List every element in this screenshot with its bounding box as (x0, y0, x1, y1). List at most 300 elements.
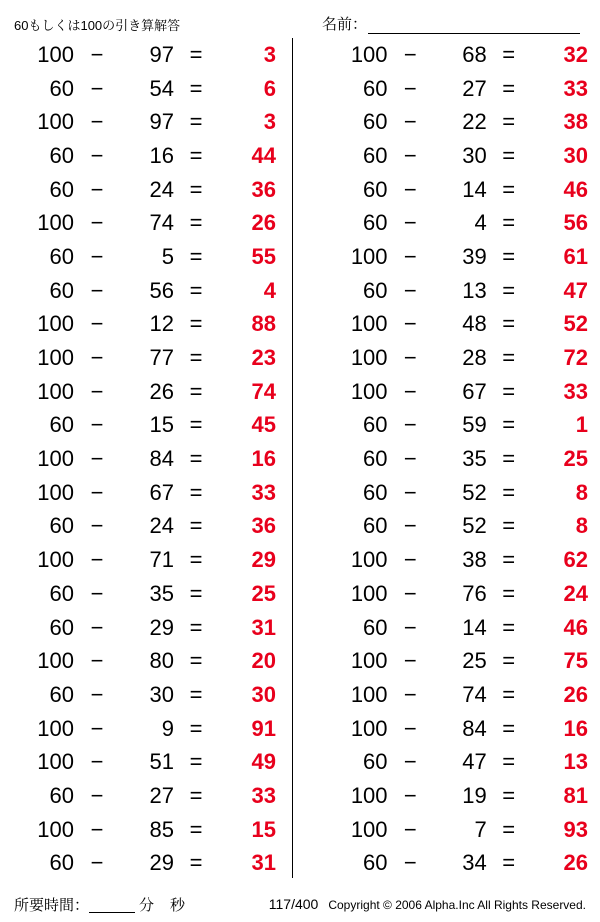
operand-a: 60 (363, 614, 388, 640)
problem-row (12, 678, 286, 712)
problem-row (326, 745, 588, 779)
operand-a: 60 (49, 513, 74, 539)
problem-column-right (300, 34, 594, 886)
operand-a: 100 (350, 547, 388, 573)
operator-symbol: − (403, 715, 417, 741)
operator-symbol: − (90, 41, 104, 67)
operand-a: 60 (363, 513, 388, 539)
operator-symbol: − (90, 547, 104, 573)
operand-b: 7 (474, 816, 487, 842)
answer-value: 15 (251, 816, 276, 842)
equals-symbol: = (502, 648, 516, 674)
operator-symbol: − (403, 850, 417, 876)
operand-a: 100 (37, 311, 74, 337)
operand-b: 19 (462, 782, 487, 808)
operand-b: 56 (149, 277, 174, 303)
operand-a: 100 (37, 345, 74, 371)
answer-value: 31 (251, 614, 276, 640)
problem-row (12, 847, 286, 881)
problem-row (326, 139, 588, 173)
answer-value: 74 (251, 378, 276, 404)
operator-symbol: − (90, 109, 104, 135)
equals-symbol: = (502, 614, 516, 640)
operand-a: 100 (350, 378, 388, 404)
operator-symbol: − (90, 479, 104, 505)
operator-symbol: − (403, 580, 417, 606)
problem-row (12, 510, 286, 544)
equals-symbol: = (189, 311, 203, 337)
operand-a: 60 (363, 749, 388, 775)
answer-value: 1 (575, 412, 589, 438)
operand-b: 51 (149, 749, 174, 775)
operator-symbol: − (403, 75, 417, 101)
equals-symbol: = (189, 850, 203, 876)
problem-row (326, 847, 588, 881)
answer-value: 4 (263, 277, 276, 303)
problem-row (326, 274, 588, 308)
problem-columns (0, 34, 600, 886)
problem-row (12, 274, 286, 308)
operator-symbol: − (90, 75, 104, 101)
equals-symbol: = (502, 210, 516, 236)
answer-value: 47 (563, 277, 589, 303)
operand-b: 30 (462, 142, 487, 168)
page-title: 60もしくは100の引き算解答 (14, 18, 181, 33)
problem-column-left (6, 34, 300, 886)
answer-value: 45 (251, 412, 276, 438)
operand-b: 13 (462, 277, 487, 303)
equals-symbol: = (189, 782, 203, 808)
answer-value: 8 (575, 513, 589, 539)
problem-row (12, 543, 286, 577)
operator-symbol: − (403, 412, 417, 438)
answer-value: 33 (563, 75, 589, 101)
equals-symbol: = (189, 277, 203, 303)
operator-symbol: − (403, 648, 417, 674)
time-label: 所要時間： (14, 896, 90, 914)
problem-row (326, 510, 588, 544)
equals-symbol: = (502, 243, 516, 269)
operator-symbol: − (403, 749, 417, 775)
operand-a: 60 (49, 580, 74, 606)
equals-symbol: = (189, 513, 203, 539)
operand-a: 100 (37, 479, 74, 505)
operator-symbol: − (90, 142, 104, 168)
equals-symbol: = (189, 210, 203, 236)
name-label: 名前： (321, 16, 367, 33)
operand-b: 35 (462, 446, 487, 472)
operand-b: 80 (149, 648, 174, 674)
problem-row (12, 341, 286, 375)
operand-b: 34 (462, 850, 487, 876)
operator-symbol: − (90, 345, 104, 371)
equals-symbol: = (189, 614, 203, 640)
answer-value: 25 (563, 446, 589, 472)
equals-symbol: = (189, 412, 203, 438)
equals-symbol: = (189, 749, 203, 775)
operand-a: 60 (363, 850, 388, 876)
answer-value: 46 (563, 176, 589, 202)
answer-value: 81 (563, 782, 589, 808)
operator-symbol: − (90, 513, 104, 539)
answer-value: 46 (563, 614, 589, 640)
operand-b: 52 (462, 479, 487, 505)
operand-b: 26 (149, 378, 174, 404)
answer-value: 49 (251, 749, 276, 775)
operand-a: 60 (363, 446, 388, 472)
operand-b: 97 (149, 41, 174, 67)
operator-symbol: − (90, 749, 104, 775)
operator-symbol: − (90, 378, 104, 404)
equals-symbol: = (502, 749, 516, 775)
problem-row (326, 308, 588, 342)
equals-symbol: = (502, 513, 516, 539)
operand-b: 76 (462, 580, 487, 606)
operator-symbol: − (403, 243, 417, 269)
answer-value: 13 (563, 749, 589, 775)
operand-b: 29 (149, 614, 174, 640)
operand-a: 100 (350, 648, 388, 674)
answer-value: 61 (563, 243, 589, 269)
equals-symbol: = (502, 816, 516, 842)
operand-a: 100 (37, 109, 74, 135)
operand-b: 52 (462, 513, 487, 539)
problem-row (326, 105, 588, 139)
operator-symbol: − (403, 378, 417, 404)
problem-row (12, 779, 286, 813)
problem-row (12, 577, 286, 611)
worksheet-header (0, 0, 600, 34)
problem-row (326, 644, 588, 678)
operand-a: 60 (49, 614, 74, 640)
operator-symbol: − (403, 41, 417, 67)
equals-symbol: = (189, 580, 203, 606)
operator-symbol: − (403, 547, 417, 573)
operand-b: 97 (149, 109, 174, 135)
operator-symbol: − (90, 412, 104, 438)
answer-value: 3 (263, 109, 276, 135)
problem-row (12, 72, 286, 106)
operand-a: 100 (37, 715, 74, 741)
answer-value: 8 (575, 479, 589, 505)
operand-a: 100 (350, 345, 388, 371)
operand-a: 100 (350, 816, 388, 842)
equals-symbol: = (189, 681, 203, 707)
answer-value: 16 (251, 446, 276, 472)
answer-value: 56 (563, 210, 589, 236)
equals-symbol: = (502, 479, 516, 505)
problem-row (12, 409, 286, 443)
operand-a: 100 (350, 41, 388, 67)
equals-symbol: = (189, 816, 203, 842)
operator-symbol: − (403, 345, 417, 371)
equals-symbol: = (189, 142, 203, 168)
operand-a: 100 (37, 446, 74, 472)
equals-symbol: = (189, 345, 203, 371)
operator-symbol: − (403, 277, 417, 303)
operand-a: 100 (37, 41, 74, 67)
operand-a: 60 (363, 479, 388, 505)
operand-b: 22 (462, 109, 487, 135)
problem-row (12, 476, 286, 510)
operand-b: 39 (462, 243, 487, 269)
problem-row (12, 38, 286, 72)
problem-row (12, 745, 286, 779)
equals-symbol: = (502, 782, 516, 808)
operand-b: 27 (149, 782, 174, 808)
equals-symbol: = (502, 142, 516, 168)
equals-symbol: = (502, 311, 516, 337)
problem-row (326, 611, 588, 645)
equals-symbol: = (189, 41, 203, 67)
operator-symbol: − (403, 479, 417, 505)
operand-b: 74 (149, 210, 174, 236)
operand-b: 27 (462, 75, 487, 101)
operand-b: 14 (462, 614, 487, 640)
operator-symbol: − (403, 210, 417, 236)
operator-symbol: − (403, 513, 417, 539)
operand-a: 60 (49, 243, 74, 269)
column-divider (292, 38, 293, 878)
equals-symbol: = (502, 715, 516, 741)
answer-value: 75 (563, 648, 589, 674)
operator-symbol: − (403, 176, 417, 202)
operator-symbol: − (90, 446, 104, 472)
operand-b: 24 (149, 176, 174, 202)
answer-value: 31 (251, 850, 276, 876)
equals-symbol: = (189, 378, 203, 404)
operand-a: 60 (49, 142, 74, 168)
copyright-notice: Copyright © 2006 Alpha.Inc All Rights Reserved. (328, 898, 586, 912)
operand-a: 60 (363, 176, 388, 202)
operator-symbol: − (403, 782, 417, 808)
problem-row (326, 341, 588, 375)
equals-symbol: = (502, 547, 516, 573)
name-field-group (322, 13, 586, 34)
operator-symbol: − (403, 142, 417, 168)
answer-value: 29 (251, 547, 276, 573)
operand-b: 28 (462, 345, 487, 371)
operand-a: 100 (37, 749, 74, 775)
operand-b: 38 (462, 547, 487, 573)
operator-symbol: − (403, 311, 417, 337)
name-input[interactable] (368, 16, 580, 34)
operand-a: 100 (350, 715, 388, 741)
equals-symbol: = (502, 41, 516, 67)
answer-value: 72 (563, 345, 589, 371)
equals-symbol: = (189, 243, 203, 269)
problem-row (12, 308, 286, 342)
operand-a: 100 (37, 547, 74, 573)
operand-b: 29 (149, 850, 174, 876)
operand-b: 47 (462, 749, 487, 775)
operand-a: 60 (363, 277, 388, 303)
operator-symbol: − (403, 446, 417, 472)
page-number: 117/400 (268, 896, 319, 912)
operand-a: 100 (37, 210, 74, 236)
operand-a: 100 (37, 378, 74, 404)
operator-symbol: − (90, 782, 104, 808)
operand-b: 84 (149, 446, 174, 472)
operand-a: 60 (363, 109, 388, 135)
answer-value: 93 (563, 816, 589, 842)
operand-a: 60 (49, 412, 74, 438)
problem-row (326, 38, 588, 72)
equals-symbol: = (502, 75, 516, 101)
problem-row (326, 678, 588, 712)
operand-a: 100 (350, 311, 388, 337)
problem-row (326, 409, 588, 443)
answer-value: 38 (563, 109, 589, 135)
problem-row (12, 442, 286, 476)
operator-symbol: − (90, 311, 104, 337)
answer-value: 33 (251, 782, 276, 808)
operand-a: 100 (350, 243, 388, 269)
operator-symbol: − (90, 648, 104, 674)
operand-b: 67 (462, 378, 487, 404)
operand-a: 60 (49, 176, 74, 202)
equals-symbol: = (502, 277, 516, 303)
answer-value: 88 (251, 311, 276, 337)
answer-value: 36 (251, 513, 276, 539)
problem-row (326, 577, 588, 611)
operand-b: 25 (462, 648, 487, 674)
operand-a: 100 (350, 580, 388, 606)
operand-a: 60 (363, 412, 388, 438)
equals-symbol: = (502, 345, 516, 371)
problem-row (12, 813, 286, 847)
equals-symbol: = (189, 715, 203, 741)
problem-row (12, 644, 286, 678)
problem-row (326, 173, 588, 207)
operator-symbol: − (90, 210, 104, 236)
equals-symbol: = (502, 109, 516, 135)
operator-symbol: − (90, 176, 104, 202)
equals-symbol: = (502, 681, 516, 707)
operand-a: 60 (49, 681, 74, 707)
equals-symbol: = (502, 412, 516, 438)
equals-symbol: = (502, 446, 516, 472)
problem-row (326, 543, 588, 577)
equals-symbol: = (502, 850, 516, 876)
problem-row (12, 712, 286, 746)
problem-row (12, 611, 286, 645)
equals-symbol: = (189, 446, 203, 472)
footer-meta (269, 896, 586, 912)
operand-a: 60 (49, 75, 74, 101)
answer-value: 16 (563, 715, 589, 741)
problem-row (12, 139, 286, 173)
equals-symbol: = (189, 176, 203, 202)
equals-symbol: = (502, 580, 516, 606)
operator-symbol: − (90, 715, 104, 741)
equals-symbol: = (189, 648, 203, 674)
operator-symbol: − (90, 816, 104, 842)
problem-row (326, 813, 588, 847)
operand-b: 15 (149, 412, 174, 438)
operator-symbol: − (403, 681, 417, 707)
problem-row (326, 206, 588, 240)
operand-a: 100 (37, 648, 74, 674)
operator-symbol: − (90, 850, 104, 876)
operand-a: 60 (363, 75, 388, 101)
problem-row (326, 375, 588, 409)
operand-b: 48 (462, 311, 487, 337)
operator-symbol: − (90, 580, 104, 606)
problem-row (326, 240, 588, 274)
answer-value: 6 (263, 75, 276, 101)
problem-row (326, 779, 588, 813)
operand-b: 5 (161, 243, 174, 269)
operand-a: 60 (49, 277, 74, 303)
problem-row (326, 712, 588, 746)
answer-value: 23 (251, 345, 276, 371)
worksheet-footer (0, 886, 600, 922)
equals-symbol: = (502, 176, 516, 202)
problem-row (326, 72, 588, 106)
minutes-unit: 分 (139, 896, 155, 914)
answer-value: 32 (563, 41, 589, 67)
operand-b: 14 (462, 176, 487, 202)
operator-symbol: − (90, 614, 104, 640)
answer-value: 33 (251, 479, 276, 505)
equals-symbol: = (189, 547, 203, 573)
operand-b: 67 (149, 479, 174, 505)
operand-b: 68 (462, 41, 487, 67)
operand-b: 16 (149, 142, 174, 168)
answer-value: 26 (251, 210, 276, 236)
answer-value: 44 (251, 142, 276, 168)
problem-row (326, 476, 588, 510)
operand-b: 24 (149, 513, 174, 539)
operand-b: 4 (474, 210, 487, 236)
problem-row (326, 442, 588, 476)
operator-symbol: − (90, 277, 104, 303)
operand-a: 60 (363, 142, 388, 168)
operator-symbol: − (403, 614, 417, 640)
operand-b: 30 (149, 681, 174, 707)
answer-value: 33 (563, 378, 589, 404)
answer-value: 24 (563, 580, 589, 606)
equals-symbol: = (189, 479, 203, 505)
operand-a: 100 (37, 816, 74, 842)
operand-b: 54 (149, 75, 174, 101)
minutes-input[interactable] (89, 896, 135, 913)
operand-a: 60 (49, 850, 74, 876)
operator-symbol: − (90, 681, 104, 707)
answer-value: 62 (563, 547, 589, 573)
operand-b: 74 (462, 681, 487, 707)
problem-row (12, 240, 286, 274)
problem-row (12, 375, 286, 409)
problem-row (12, 206, 286, 240)
answer-value: 20 (251, 648, 276, 674)
operator-symbol: − (403, 109, 417, 135)
answer-value: 26 (563, 681, 589, 707)
operand-a: 60 (363, 210, 388, 236)
answer-value: 30 (563, 142, 589, 168)
answer-value: 30 (251, 681, 276, 707)
operator-symbol: − (90, 243, 104, 269)
operand-a: 100 (350, 782, 388, 808)
operand-b: 84 (462, 715, 487, 741)
answer-value: 26 (563, 850, 589, 876)
operand-b: 85 (149, 816, 174, 842)
operand-a: 60 (49, 782, 74, 808)
answer-value: 25 (251, 580, 276, 606)
answer-value: 55 (251, 243, 276, 269)
operator-symbol: − (403, 816, 417, 842)
